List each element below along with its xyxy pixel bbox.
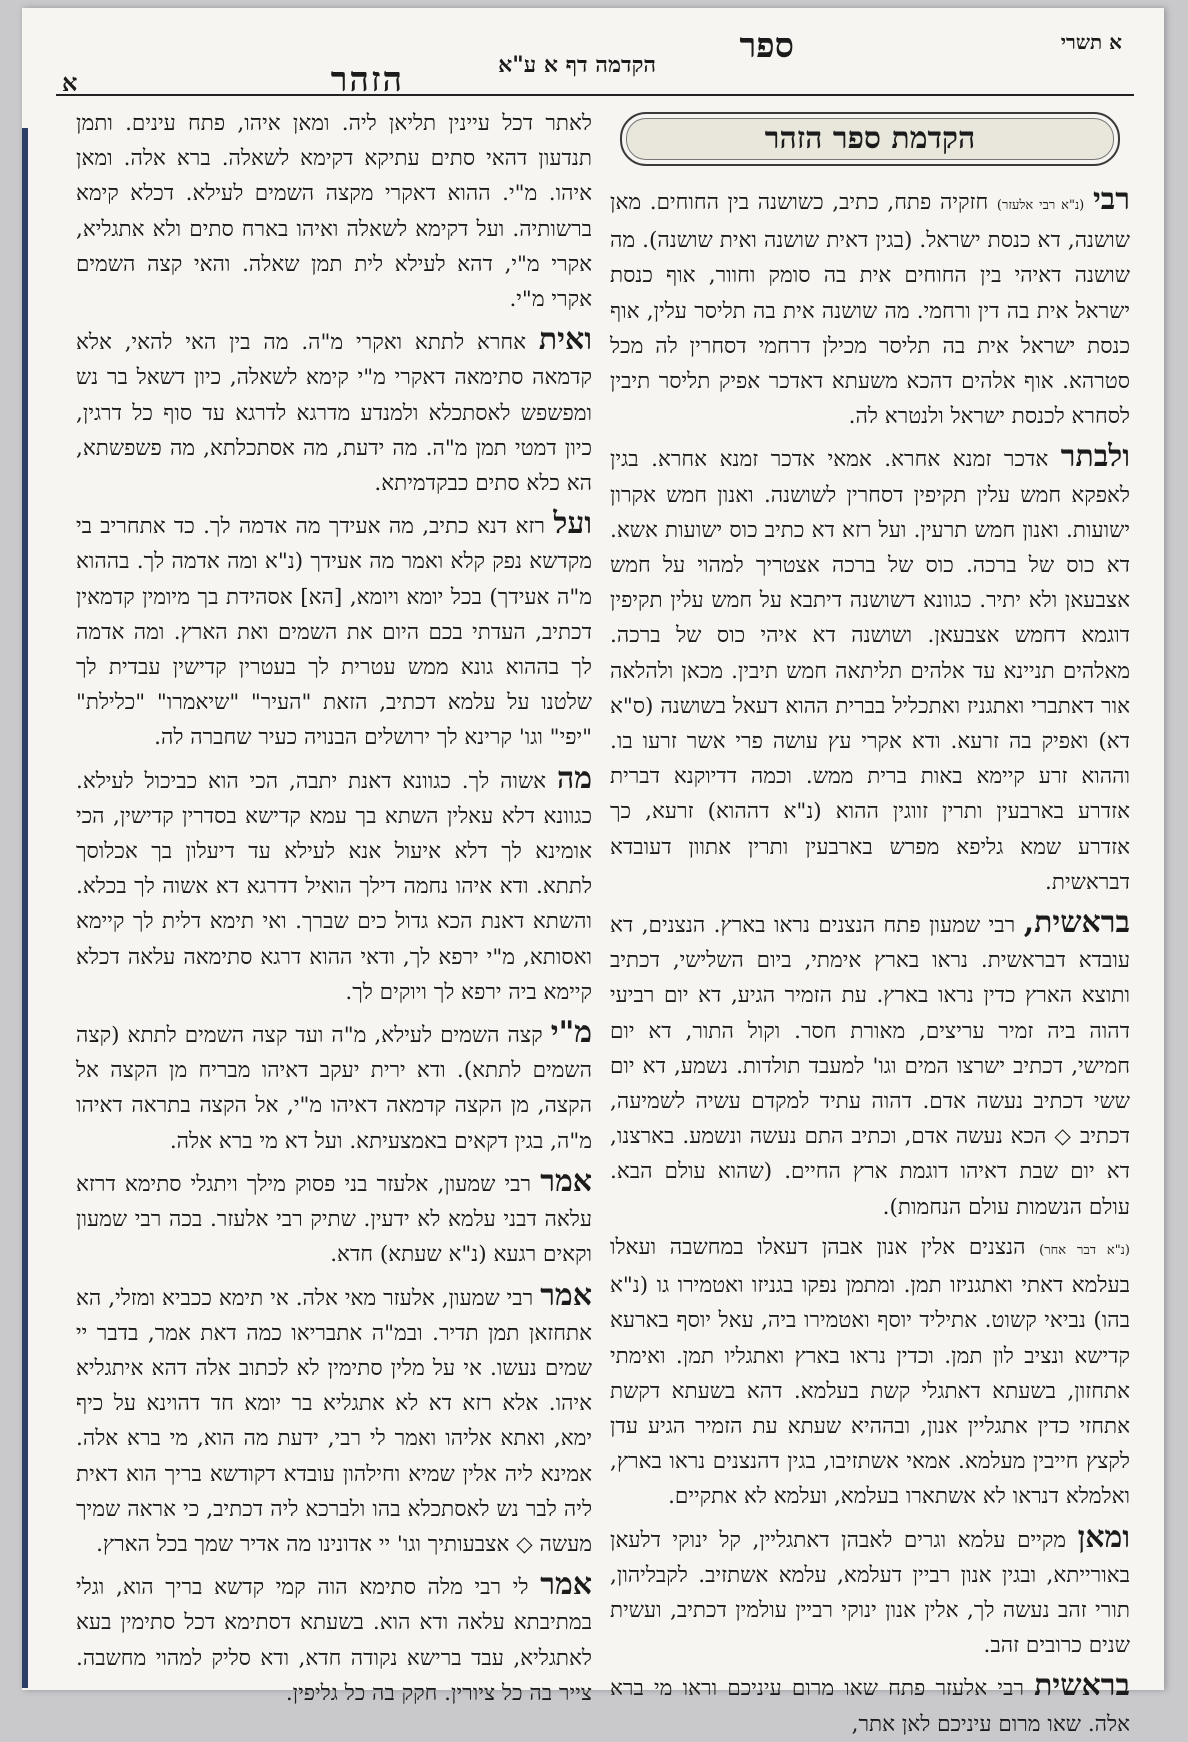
- paragraph-text: חזקיה פתח, כתיב, כשושנה בין החוחים. מאן שושנה, דא כנסת ישראל. (בגין דאית שושנה ואית שושנה). מה שושנה דאיהי בין החוחים אית בה סומק וחוור, אוף כנסת ישראל אית בה דין ורחמי. מה שושנה אית בה תליסר עלין, אוף כנסת ישראל אית בה תליסר מכילן דרחמי דסחרין לה מכל סטרהא. אוף אלהים דהכא משעתא דאדכר אפיק תליסר תיבין לסחרא לכנסת ישראל ולנטרא לה.: [610, 190, 1130, 430]
- paragraph-text: מקיים עלמא וגרים לאבהן דאתגליין, קל ינוקי דלעאן באורייתא, ובגין אנון רביין דעלמא, עלמא אשתזיב. לקבליהון, תורי זהב נעשה לך, אלין אנון ינוקי רביין עולמין דכתיב, ועשית שנים כרובים זהב.: [610, 1527, 1130, 1659]
- variant-reading-note: (נ"א רבי אלעזר): [996, 198, 1085, 213]
- header-rule: [56, 94, 1134, 96]
- paragraph-text: אחרא לתתא ואקרי מ"ה. מה בין האי להאי, אלא קדמאה סתימאה דאקרי מ"י קימא לשאלה, כיון דשאל בר נש ומפשפש לאסתכלא ולמנדע מדרגא לדרגא עד סוף כל דרגין, כיון דמטי תמן מ"ה. מה ידעת, מה אסתכלתא, מה פשפשתא, הא כלא סתים כבקדמיתא.: [76, 330, 592, 497]
- paragraph: [610, 439, 1130, 900]
- left-column: [76, 106, 592, 1706]
- paragraph-lead-word: ואית: [538, 322, 592, 358]
- paragraph-lead-word: ועל: [553, 506, 592, 542]
- header-folio-number: א: [62, 68, 78, 97]
- paragraph-lead-word: אמר: [540, 1163, 592, 1199]
- paragraph-lead-word: אמר: [540, 1277, 592, 1313]
- header-zohar-title: הזהר: [330, 60, 404, 100]
- paragraph-text: קצה השמים לעילא, מ"ה ועד קצה השמים לתתא (קצה השמים לתתא). ודא ירית יעקב דאיהו מבריח מן הקצה אל הקצה, מן הקצה קדמאה דאיהו מ"י, אל הקצה בתראה דאיהו מ"ה, בגין דקאים באמצעיתא. ועל דא מי ברא אלה.: [76, 1023, 592, 1154]
- paragraph-lead-word: בראשית,: [1023, 905, 1130, 941]
- paragraph-text: לאתר דכל עיינין תליאן ליה. ומאן איהו, פתח עינים. ותמן תנדעון דהאי סתים עתיקא דקימא לשאלה. ברא אלה. ומאן איהו. מ"י. ההוא דאקרי מקצה השמים לעילא. דכלא קימא ברשותיה. ועל דקימא לשאלה ואיהו בארח סתים ולא אתגליא, אקרי מ"י, דהא לעילא לית תמן שאלה. והאי קצה השמים אקרי מ"י.: [76, 111, 592, 313]
- page-header: [56, 26, 1134, 100]
- paragraph-lead-word: רבי: [1092, 182, 1130, 217]
- paragraph: [76, 106, 592, 317]
- paragraph-text: רבי אלעזר פתח שאו מרום עיניכם וראו מי ברא אלה. שאו מרום עיניכם לאן אתר,: [610, 1676, 1130, 1737]
- paragraph-text: הנצנים אלין אנון אבהן דעאלו במחשבה ועאלו בעלמא דאתי ואתגניזו תמן. ומתמן נפקו בגניזו ואטמירו גו (נ"א בהו) נביאי קשוט. אתיליד יוסף ואטמירו ביה, עאל יוסף בארעא קדישא ונציב לון תמן. וכדין נראו בארץ ואתגליו תמן. ואימתי אתחזון, בשעתא דאתגלי קשת בעלמא. דהא בשעתא דקשת אתחזי כדין אתגליין אנון, ובההיא שעתא עת הזמיר הגיע עדן לקצץ חייבין מעלמא. אמאי אשתזיבו, בגין דהנצנים נראו בארץ, ואלמלא דנראו לא אשתארו בעלמא, ועלמא לא אתקיים.: [610, 1234, 1130, 1510]
- paragraph: [76, 506, 592, 755]
- header-book-title: ספר: [739, 26, 794, 66]
- paragraph-lead-word: מה: [556, 760, 592, 796]
- paragraph: [76, 1278, 592, 1563]
- paragraph: [76, 1164, 592, 1273]
- paragraph-text: אדכר זמנא אחרא. אמאי אדכר זמנא אחרא. בגין לאפקא חמש עלין תקיפין דסחרין לשושנה. ואנון חמש אקרון ישועות. ואנון חמש תרעין. ועל רזא דא כתיב כוס ישועות אשא. דא כוס של ברכה. כוס של ברכה אצטריך למהוי על חמש אצבעאן ולא יתיר. כגוונא דשושנה דיתבא על חמש עלין תקיפין דוגמא דחמש אצבעאן. ושושנה דא איהי כוס של ברכה. מאלהים תניינא עד אלהים תליתאה חמש תיבין. מכאן ולהלאה אור דאתברי ואתגניז ואתכליל בברית ההוא דעאל בשושנה (ס"א דא) ואפיק בה זרעא. ודא אקרי עץ עושה פרי אשר זרעו בו. וההוא זרע קיימא באות ברית ממש. וכמה דדיוקנא דברית אזדרע בארבעין ותרין זווגין ההוא (נ"א דההוא) זרעא, כך אזדרע שמא גליפא מפרש בארבעין ותרין אתוון דעובדא דבראשית.: [610, 447, 1130, 895]
- paragraph-lead-word: ומאן: [1077, 1519, 1130, 1555]
- paragraph: [610, 1520, 1130, 1664]
- paragraph: [76, 761, 592, 1010]
- paragraph: [610, 182, 1130, 434]
- paragraph-text: רבי שמעון, אלעזר בני פסוק מילך ויתגלי סתימא דרזא עלאה דבני עלמא לא ידעין. שתיק רבי אלעזר. בכה רבי שמעון וקאים רגעא (נ"א שעתא) חדא.: [76, 1171, 592, 1268]
- paragraph: [76, 1015, 592, 1159]
- variant-reading-note: (נ"א דבר אחר): [1039, 1242, 1130, 1258]
- paragraph: [76, 322, 592, 501]
- paragraph-text: רבי שמעון פתח הנצנים נראו בארץ. הנצנים, דא עובדא דבראשית. נראו בארץ אימתי, ביום השלישי, דכתיב ותוצא הארץ כדין נראו בארץ. עת הזמיר הגיע, דא יום רביעי דהוה ביה זמיר עריצים, מאורת חסר. וקול התור, דא יום חמישי, דכתיב ישרצו המים וגו' למעבד תולדות. נשמע, דא יום ששי דכתיב נעשה אדם. דהוה עתיד למקדם עשיה לשמיעה, דכתיב ◇ הכא נעשה אדם, וכתיב התם נעשה ונשמע. בארצנו, דא יום שבת דאיהו דוגמת ארץ החיים. (שהוא עולם הבא. עולם הנשמות עולם הנחמות).: [610, 913, 1130, 1220]
- paragraph-text: רזא דנא כתיב, מה אעידך מה אדמה לך. כד אתחריב בי מקדשא נפק קלא ואמר מה אעידך (נ"א ומה אדמה לך. בההוא מ"ה אעידך) בכל יומא ויומא, [הא] אסהידת בך מיומין קדמאין דכתיב, העדתי בכם היום את השמים ואת הארץ. ומה אדמה לך בההוא גונא ממש עטרית לך בעטרין קדישין עבדית לך שלטנו על עלמא דכתיב, הזאת "העיר" "שיאמרו" "כלילת" "יפי" וגו' קרינא לך ירושלים הבנויה כעיר שחברה לה.: [76, 514, 592, 751]
- paragraph: [610, 1230, 1130, 1515]
- section-banner: הקדמת ספר הזהר: [620, 112, 1120, 166]
- paragraph-text: לי רבי מלה סתימא הוה קמי קדשא בריך הוא, וגלי במתיבתא עלאה ודא הוא. בשעתא דסתימא דכל סתימין בעא לאתגליא, עבד ברישא נקודה חדא, ודא סליק למהוי מחשבה. צייר בה כל ציורין. חקק בה כל גליפין.: [76, 1575, 592, 1706]
- paragraph-lead-word: מ"י: [550, 1015, 592, 1051]
- paragraph-lead-word: ולבתר: [1060, 439, 1130, 475]
- paragraph-lead-word: אמר: [540, 1567, 592, 1603]
- header-date: א תשרי: [1060, 30, 1122, 54]
- paragraph: [610, 1668, 1130, 1741]
- paragraph-lead-word: בראשית: [1034, 1668, 1130, 1704]
- book-page: [22, 8, 1164, 1737]
- paragraph: [610, 905, 1130, 1225]
- paragraph: [76, 1567, 592, 1711]
- right-column: [610, 106, 1130, 1737]
- paragraph-text: אשוה לך. כגוונא דאנת יתבה, הכי הוא כביכול לעילא. כגוונא דלא עאלין השתא בך עמא קדישא בסדרין קדישין, הכי אומינא לך דלא איעול אנא לעילא עד דיעלון בך אכלוסך לתתא. ודא איהו נחמה דילך הואיל דדרגא דא אשוה לך בכלא. והשתא דאנת הכא גדול כים שברך. ואי תימא דלית לך קיימא ואסותא, מ"י ירפא לך, ודאי ההוא דרגא סתימאה עלאה דכלא קיימא ביה ירפא לך ויוקים לך.: [76, 768, 592, 1005]
- header-page-reference: הקדמה דף א ע"א: [498, 52, 656, 78]
- book-spine: [22, 128, 28, 1688]
- paragraph-text: רבי שמעון, אלעזר מאי אלה. אי תימא ככביא ומזלי, הא אתחזאן תמן תדיר. ובמ"ה אתבריאו כמה דאת אמר, בדבר יי שמים נעשו. אי על מלין סתימין לא לכתוב אלה דהא איתגליא איהו. אלא רזא דא לא אתגליא בר יומא חד דהוינא על כיף ימא, ואתא אליהו ואמר לי רבי, ידעת מה הוא, מי ברא אלה. אמינא ליה אלין שמיא וחילהון עובדא דקודשא בריך הוא דאית ליה לבר נש לאסתכלא בהו ולברכא ליה דכתיב, כי אראה שמיך מעשה ◇ אצבעותיך וגו' יי אדונינו מה אדיר שמך בכל הארץ.: [76, 1285, 592, 1557]
